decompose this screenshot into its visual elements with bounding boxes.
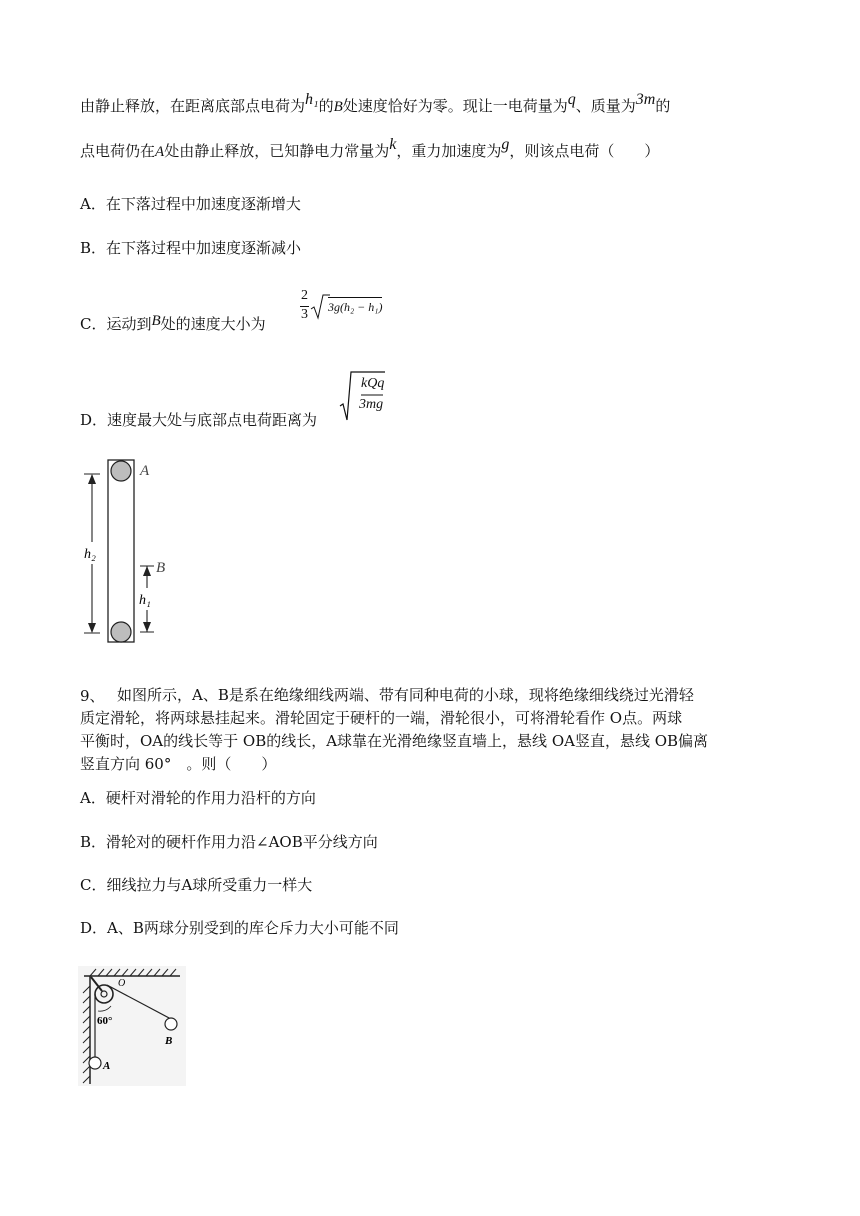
q8-figure-tube [78, 458, 188, 643]
label-b: B [165, 1035, 173, 1047]
q9-line-4: 竖直方向 60° 。则（ ） [80, 755, 277, 773]
q8-line-1 [80, 91, 671, 117]
text-segment: 处速度恰好为零。现让一电荷量为 [342, 97, 568, 115]
math-q: q [567, 91, 576, 108]
ball-bottom [111, 622, 131, 642]
q9-option-b: B．滑轮对的硬杆作用力沿∠AOB平分线方向 [80, 833, 378, 851]
label-b: B [156, 560, 166, 576]
q9-option-a: A．硬杆对滑轮的作用力沿杆的方向 [80, 789, 316, 807]
q9-option-d: D．A、B两球分别受到的库仑斥力大小可能不同 [80, 919, 399, 937]
text-segment: 点电荷仍在 [80, 142, 156, 160]
h2-arrow-top [88, 474, 96, 484]
q9-line-3: 平衡时，OA的线长等于 OB的线长，A球靠在光滑绝缘竖直墙上，悬线 OA竖直，悬线 OB偏离 [80, 732, 709, 750]
math-h1: h₁ [305, 91, 319, 108]
math-B: B [151, 313, 161, 329]
label-a: A [140, 463, 150, 479]
h1-arrow-top [143, 566, 151, 576]
radicand: 3g(h₂ − h₁) [328, 297, 382, 316]
text-segment: 由静止释放，在距离底部点电荷为 [80, 97, 306, 115]
label-a: A [103, 1060, 111, 1072]
fraction-denominator: 3mg [359, 397, 384, 412]
angle-label: 60° [97, 1015, 113, 1027]
h1-label: h₁ [139, 593, 151, 608]
text-segment: ，则该点电荷（ ） [509, 142, 660, 160]
text-segment: 处由静止释放，已知静电力常量为 [164, 142, 390, 160]
h2-arrow-bottom [88, 623, 96, 633]
q9-figure-pulley [78, 966, 188, 1088]
fraction-numerator: 2 [301, 288, 308, 303]
ball-a [89, 1057, 101, 1069]
label-o: O [118, 978, 126, 989]
h1-arrow-bottom [143, 622, 151, 632]
math-B: B [333, 99, 343, 115]
text-segment: ，重力加速度为 [396, 142, 502, 160]
math-3m: 3m [635, 91, 656, 108]
h2-label: h₂ [84, 547, 96, 562]
q8-option-b: B．在下落过程中加速度逐渐减小 [80, 239, 302, 257]
sqrt-sign [310, 292, 330, 322]
option-c-formula [299, 288, 409, 328]
math-A: A [155, 144, 165, 160]
text-segment: 的 [655, 97, 671, 115]
q9-line-1: 如图所示，A、B是系在绝缘细线两端、带有同种电荷的小球，现将绝缘细线绕过光滑轻 [117, 686, 694, 704]
q8-option-a: A．在下落过程中加速度逐渐增大 [80, 195, 301, 213]
text-segment: 、质量为 [575, 97, 636, 115]
q9-line-2: 质定滑轮，将两球悬挂起来。滑轮固定于硬杆的一端，滑轮很小，可将滑轮看作 O点。两球 [80, 709, 683, 727]
ball-b [165, 1018, 177, 1030]
q9-option-c: C．细线拉力与A球所受重力一样大 [80, 876, 313, 894]
q8-option-d: D．速度最大处与底部点电荷距离为 [80, 411, 318, 429]
q8-line-2 [80, 136, 660, 162]
text-segment: C．运动到 [80, 315, 152, 333]
ball-a [111, 461, 131, 481]
text-segment: 处的速度大小为 [160, 315, 266, 333]
fraction-numerator: kQq [361, 376, 385, 391]
q9-number: 9、 [80, 687, 105, 705]
math-k: k [389, 136, 397, 153]
tube [108, 460, 134, 642]
math-g: g [501, 136, 510, 153]
text-segment: 的 [318, 97, 334, 115]
fraction-denominator: 3 [301, 307, 308, 322]
option-d-formula [339, 368, 399, 424]
q8-option-c [80, 314, 266, 335]
